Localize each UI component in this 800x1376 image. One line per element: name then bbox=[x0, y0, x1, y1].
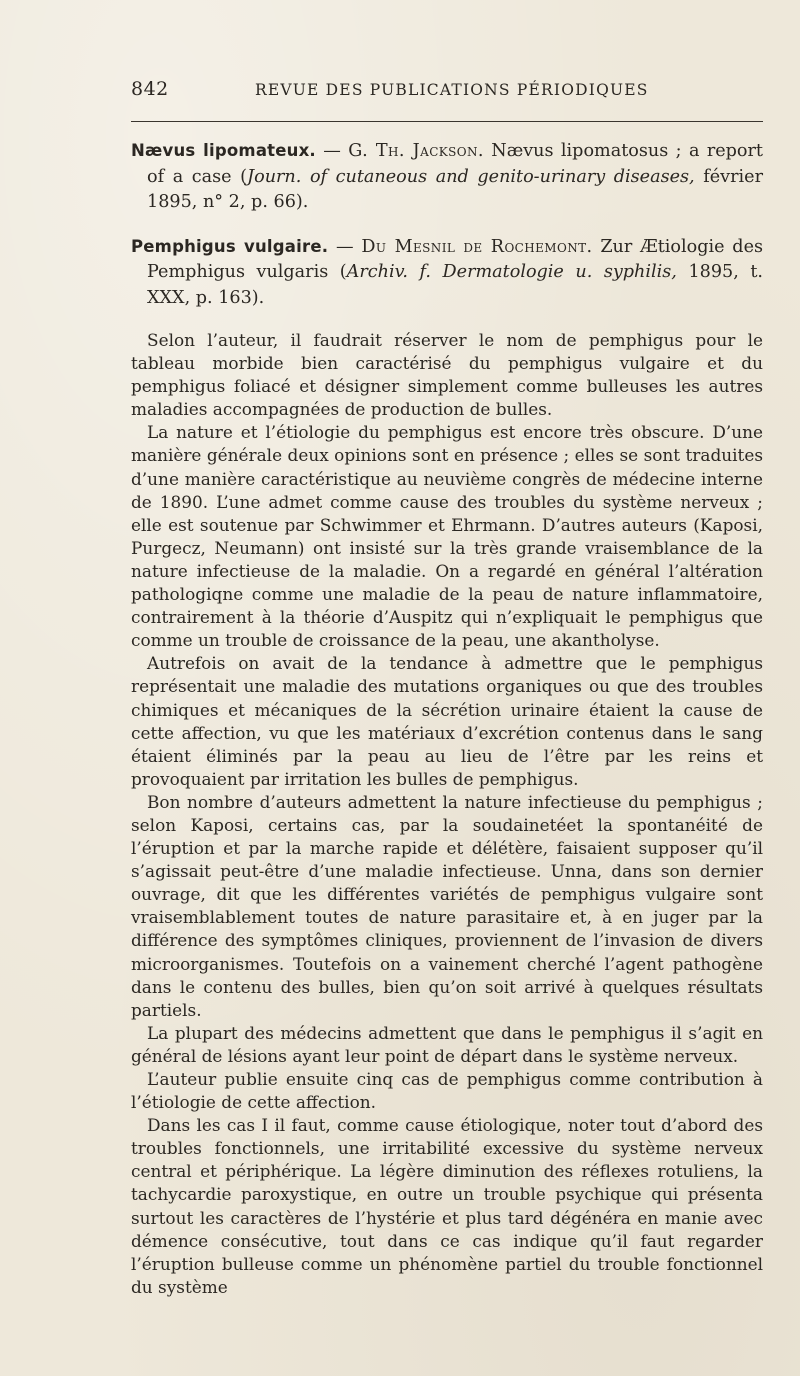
review-body bbox=[131, 329, 763, 1299]
page-content bbox=[131, 138, 763, 1299]
entry-dash: — bbox=[328, 236, 362, 257]
paragraph: La plupart des médecins admettent que dans le pemphigus il s’agit en général de lésions ayant leur point de départ dans le système nerveux. bbox=[131, 1022, 763, 1066]
entry-author: G. Th. Jackson. bbox=[348, 141, 484, 161]
paragraph: Autrefois on avait de la tendance à admettre que le pemphigus représentait une maladie des mutations organiques ou que des troubles chimiques et mécaniques de la sécrétion urinaire étaient la cause de cette affection, vu que les matériaux d’excrétion contenus dans le sang étaient éliminés par la peau au lieu de l’être par les reins et provoquaient par irritation les bulles de pemphigus. bbox=[131, 653, 763, 789]
page-number: 842 bbox=[131, 78, 169, 100]
entry-author: Du Mesnil de Rochemont. bbox=[361, 236, 593, 257]
entry-journal: Journ. of cutaneous and genito-urinary diseases, bbox=[247, 166, 695, 187]
entry-journal: Archiv. f. Dermatologie u. syphilis, bbox=[346, 262, 677, 282]
entry-citation-tail: 1895, t. XXX, p. 163). bbox=[147, 262, 764, 308]
bibliographic-entry bbox=[131, 234, 763, 312]
paragraph: Dans les cas I il faut, comme cause étiologique, noter tout d’abord des troubles fonctionnels, une irritabilité excessive du système nerveux central et périphérique. La légère diminution des réflexes rotuliens, la tachycardie paroxystique, en outre un trouble psychique qui présenta surtout les caractères de l’hystérie et plus tard dégénéra en manie avec démence consécutive, tout dans ce cas indique qu’il faut regarder l’éruption bulleuse comme un phénomène partiel du trouble fonctionnel du système bbox=[131, 1115, 763, 1297]
paragraph: Selon l’auteur, il faudrait réserver le nom de pemphigus pour le tableau morbide bien caractérisé du pemphigus vulgaire et du pemphigus foliacé et désigner simplement comme bulleuses les autres maladies accompagnées de production de bulles. bbox=[131, 330, 763, 420]
page-header bbox=[131, 78, 763, 112]
entry-citation-tail: février 1895, n° 2, p. 66). bbox=[147, 166, 763, 212]
entry-title: Nævus lipomateux. bbox=[131, 141, 316, 160]
entry-dash: — bbox=[315, 141, 349, 161]
running-title: REVUE DES PUBLICATIONS PÉRIODIQUES bbox=[255, 81, 649, 99]
entry-citation: Nævus lipomatosus ; a report of a case ( bbox=[147, 141, 764, 187]
paragraph: L’auteur publie ensuite cinq cas de pemphigus comme contribution à l’étiologie de cette affection. bbox=[131, 1069, 763, 1113]
paragraph: La nature et l’étiologie du pemphigus est encore très obscure. D’une manière générale deux opinions sont en présence ; elles se sont traduites d’une manière caractéristique au neuvième congrès de médecine interne de 1890. L’une admet comme cause des troubles du système nerveux ; elle est soutenue par Schwimmer et Ehrmann. D’autres auteurs (Kaposi, Purgecz, Neumann) ont insisté sur la très grande vraisemblance de la nature infectieuse de la maladie. On a regardé en général l’altération pathologiqne comme une maladie de la peau de nature inflammatoire, contrairement à la théorie d’Auspitz qui n’expliquait le pemphigus que comme un trouble de croissance de la peau, une akantholyse. bbox=[131, 422, 763, 651]
header-rule bbox=[131, 121, 763, 122]
paragraph: Bon nombre d’auteurs admettent la nature infectieuse du pemphigus ; selon Kaposi, certains cas, par la soudainetéet la spontanéité de l’éruption et par la marche rapide et délétère, faisaient supposer qu’il s’agissait peut-être d’une maladie infectieuse. Unna, dans son dernier ouvrage, dit que les différentes variétés de pemphigus vulgaire sont vraisemblablement toutes de nature parasitaire et, à en juger par la différence des symptômes cliniques, proviennent de l’invasion de divers microorganismes. Toutefois on a vainement cherché l’agent pathogène dans le contenu des bulles, bien qu’on soit arrivé à quelques résultats partiels. bbox=[131, 791, 763, 1020]
entry-citation: Zur Ætiologie des Pemphigus vulgaris ( bbox=[147, 236, 764, 282]
entry-title: Pemphigus vulgaire. bbox=[131, 236, 329, 256]
bibliographic-entry bbox=[131, 138, 763, 216]
